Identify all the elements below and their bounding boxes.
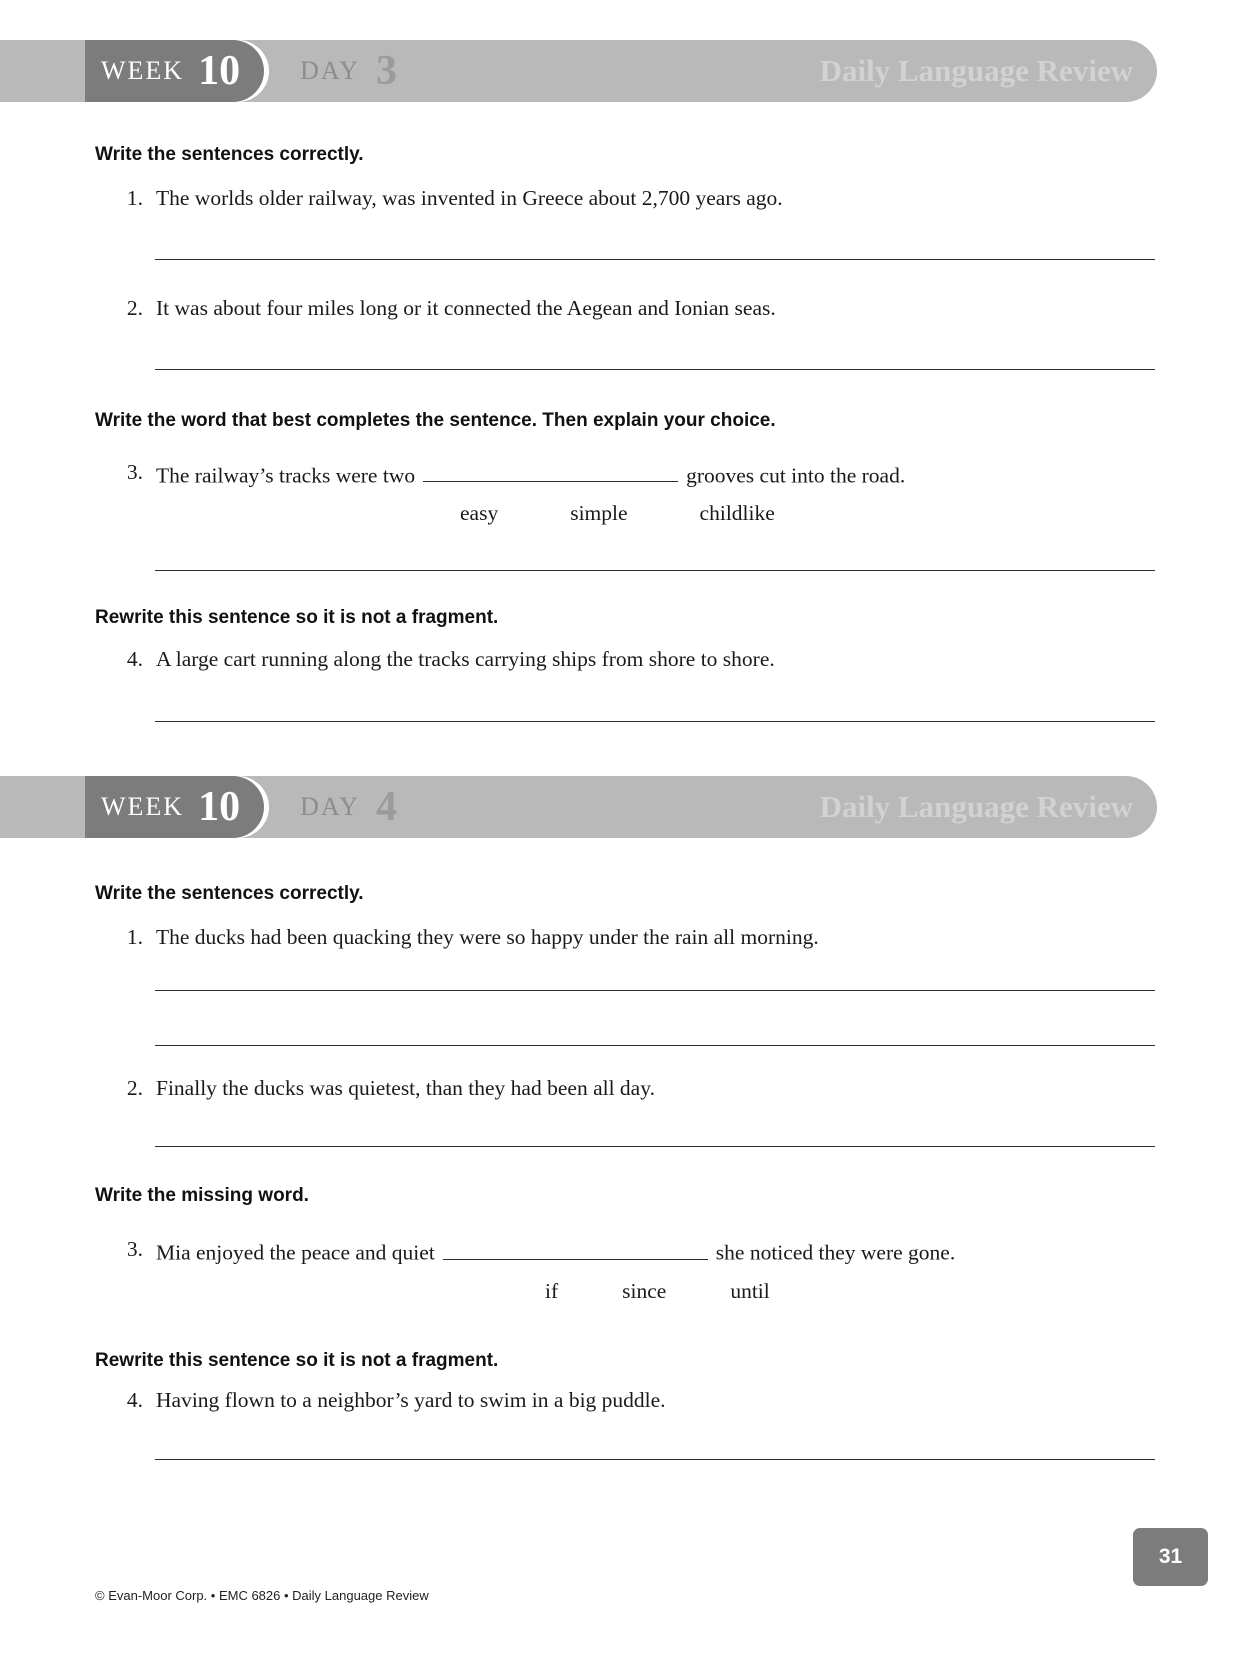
answer-line	[155, 570, 1155, 571]
question-3	[95, 460, 1155, 489]
question-number: 3.	[126, 1237, 143, 1262]
worksheet-page	[0, 40, 1253, 1668]
week10-day4-section	[0, 776, 1253, 1461]
day-label: DAY	[300, 791, 361, 821]
word-option: childlike	[699, 500, 775, 525]
question-1	[95, 186, 1155, 212]
question-1	[95, 925, 1155, 951]
answer-line	[155, 1146, 1155, 1147]
answer-line	[155, 990, 1155, 991]
answer-line	[155, 1045, 1155, 1046]
week-label: WEEK	[101, 56, 185, 85]
day4-content	[95, 883, 1155, 1461]
question-number: 2.	[126, 295, 143, 320]
fill-in-blank	[423, 460, 678, 483]
fill-in-blank	[443, 1237, 708, 1260]
instruction-missing-word: Write the missing word.	[95, 1185, 309, 1207]
question-3	[95, 1237, 1155, 1266]
question-text-before: Mia enjoyed the peace and quiet	[156, 1240, 435, 1265]
day-label: DAY	[300, 56, 361, 85]
week-pill	[85, 776, 264, 838]
word-option: since	[622, 1278, 667, 1303]
word-options	[460, 501, 1155, 526]
brand-title: Daily Language Review	[819, 788, 1133, 824]
question-text-after: grooves cut into the road.	[686, 463, 906, 488]
question-text: The worlds older railway, was invented in Greece about 2,700 years ago.	[156, 186, 783, 210]
day-number: 4	[376, 783, 398, 830]
word-options	[545, 1279, 1155, 1304]
question-text-after: she noticed they were gone.	[715, 1240, 956, 1265]
question-text: It was about four miles long or it connected the Aegean and Ionian seas.	[156, 295, 776, 320]
day3-header-banner	[0, 40, 1157, 102]
day4-header-banner	[0, 776, 1157, 838]
question-text: Finally the ducks was quietest, than they had been all day.	[156, 1076, 655, 1101]
question-text	[156, 1237, 1155, 1266]
question-number: 3.	[126, 459, 143, 484]
question-text: The ducks had been quacking they were so happy under the rain all morning.	[156, 924, 819, 949]
question-number: 1.	[126, 924, 143, 949]
question-text: Having flown to a neighbor’s yard to swim in a big puddle.	[156, 1387, 666, 1412]
answer-line	[155, 1459, 1155, 1460]
instruction-rewrite-fragment: Rewrite this sentence so it is not a fragment.	[95, 1349, 499, 1371]
word-option: if	[545, 1278, 559, 1303]
instruction-rewrite-fragment: Rewrite this sentence so it is not a fragment.	[95, 606, 499, 628]
instruction-word-choice: Write the word that best completes the sentence. Then explain your choice.	[95, 409, 776, 431]
instruction-write-sentences: Write the sentences correctly.	[95, 144, 364, 165]
word-option: until	[730, 1278, 770, 1303]
brand-title: Daily Language Review	[819, 53, 1133, 88]
word-option: simple	[570, 500, 628, 525]
week-number: 10	[198, 783, 241, 830]
week-pill	[85, 40, 264, 102]
answer-line	[155, 259, 1155, 260]
answer-line	[155, 721, 1155, 722]
question-text: A large cart running along the tracks carrying ships from shore to shore.	[156, 646, 775, 671]
page-number-badge: 31	[1133, 1528, 1208, 1586]
day-number: 3	[376, 48, 398, 94]
footer-copyright: © Evan-Moor Corp. • EMC 6826 • Daily Language Review	[95, 1588, 429, 1603]
word-option: easy	[460, 500, 499, 525]
question-number: 1.	[126, 186, 143, 210]
question-4	[95, 1388, 1155, 1414]
question-number: 2.	[126, 1076, 143, 1101]
question-text-before: The railway’s tracks were two	[156, 463, 416, 488]
question-number: 4.	[126, 1387, 143, 1412]
day-label-group	[300, 783, 397, 831]
question-2	[95, 1076, 1155, 1102]
answer-line	[155, 369, 1155, 370]
question-text	[156, 460, 1155, 489]
question-number: 4.	[126, 646, 143, 671]
day-label-group	[300, 47, 397, 95]
question-2	[95, 296, 1155, 322]
day3-content	[95, 144, 1155, 722]
week-label: WEEK	[101, 791, 185, 821]
week10-day3-section	[0, 40, 1253, 722]
question-4	[95, 647, 1155, 673]
week-number: 10	[198, 48, 241, 94]
instruction-write-sentences: Write the sentences correctly.	[95, 882, 364, 904]
